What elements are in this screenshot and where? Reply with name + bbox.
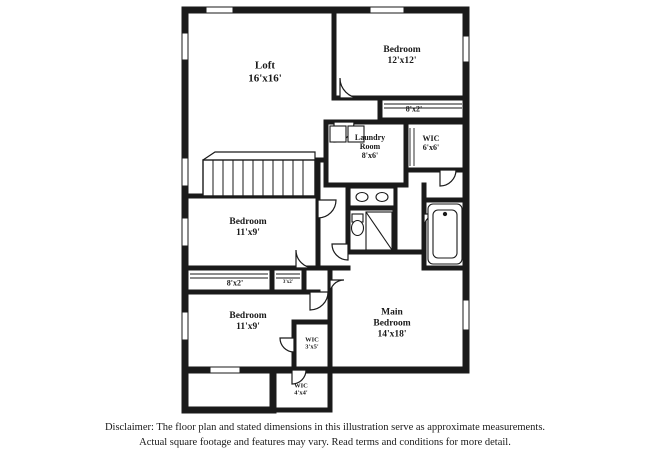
disclaimer-line-2: Actual square footage and features may vary. Read terms and conditions for more detail. xyxy=(139,437,511,449)
room-label-main-bedroom: Main Bedroom 14'x18' xyxy=(373,307,411,340)
room-label-loft: Loft 16'x16' xyxy=(248,59,282,84)
room-label-bedroom-3: Bedroom 11'x9' xyxy=(229,217,267,238)
laundry-line-1: Laundry xyxy=(354,133,386,143)
main-bedroom-line-2: Bedroom xyxy=(373,318,411,329)
room-label-bedroom-2: Bedroom 12'x12' xyxy=(383,45,421,66)
disclaimer-line-1: Disclaimer: The floor plan and stated dimensions in this illustration serve as approximate measurements. xyxy=(104,422,546,433)
room-label-closet-8x2-upper: 8'x2' xyxy=(405,104,423,114)
room-label-wic-6x6: WIC 6'x6' xyxy=(422,133,440,152)
room-label-wic-3x5: WIC 3'x5' xyxy=(305,336,319,351)
disclaimer-text xyxy=(0,420,650,450)
room-label-wic-4x4: WIC 4'x4' xyxy=(294,382,308,397)
laundry-line-2: Room xyxy=(359,142,381,152)
room-label-laundry-room: Laundry Room 8'x6' xyxy=(354,133,386,161)
room-label-closet-3x2: 3'x2' xyxy=(282,280,294,286)
room-label-closet-8x2-lower: 8'x2' xyxy=(226,278,244,288)
main-bedroom-line-1: Main xyxy=(381,307,403,318)
room-label-bedroom-4: Bedroom 11'x9' xyxy=(229,311,267,332)
